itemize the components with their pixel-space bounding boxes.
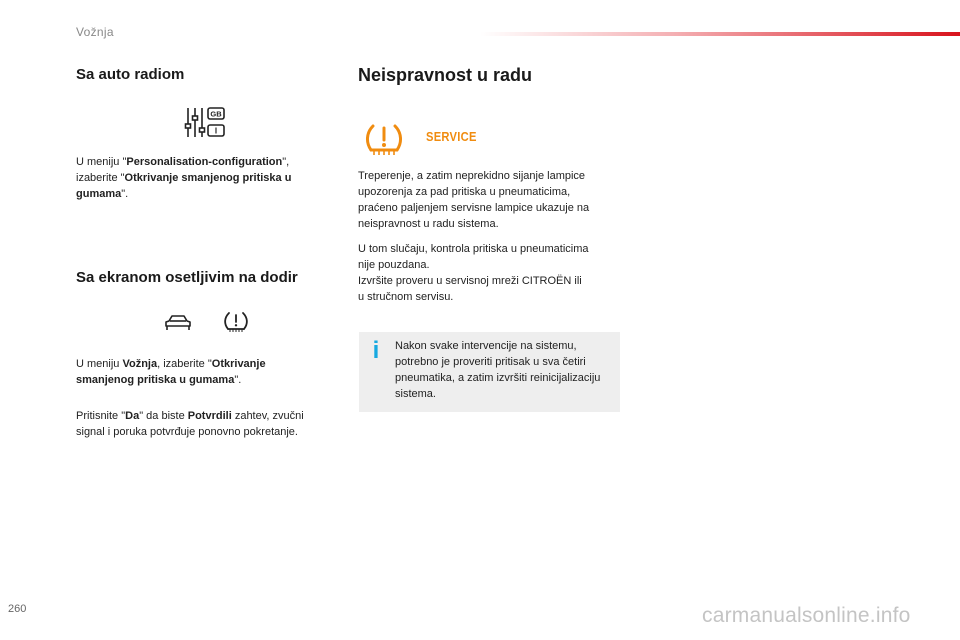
info-note-text: Nakon svake intervencije na sistemu, potrebno je proveriti pritisak u sva četiri pneumatika, a zatim izvršiti reinicijalizaciju sistema. — [395, 340, 601, 400]
body-text: praćeno paljenjem servisne lampice ukazuje na — [358, 202, 590, 214]
car-icon — [163, 313, 193, 333]
page-number: 260 — [8, 603, 27, 615]
body-text: zahtev, zvučni — [231, 410, 304, 422]
emphasis-text: Vožnja — [122, 358, 158, 370]
emphasis-text: Da — [125, 410, 140, 422]
watermark: carmanualsonline.info — [702, 604, 911, 627]
body-text: izaberite " — [76, 172, 125, 184]
body-text: upozorenja za pad pritiska u pneumaticima, — [358, 186, 571, 198]
settings-sliders-icon — [184, 104, 228, 140]
touch-instructions — [76, 356, 338, 388]
section-title-touchscreen: Sa ekranom osetljivim na dodir — [76, 269, 298, 286]
emphasis-text: Potvrdili — [187, 410, 232, 422]
body-text: , izaberite " — [157, 358, 212, 370]
body-text: Izvršite proveru u servisnoj mreži CITROËN ili — [358, 275, 582, 287]
body-text: ". — [121, 188, 129, 200]
body-text: Pritisnite " — [76, 410, 126, 422]
radio-icon-label-bottom: I — [214, 126, 218, 136]
body-text: U meniju — [76, 358, 123, 370]
body-text: Treperenje, a zatim neprekidno sijanje lampice — [358, 170, 586, 182]
malfunction-description — [358, 168, 626, 232]
malfunction-advice — [358, 241, 626, 305]
body-text: U meniju " — [76, 156, 127, 168]
emphasis-text: smanjenog pritiska u gumama — [76, 374, 235, 386]
section-title-malfunction: Neispravnost u radu — [358, 65, 533, 85]
service-warning-label: SERVICE — [426, 129, 477, 144]
emphasis-text: Otkrivanje smanjenog pritiska u — [124, 172, 292, 184]
body-text: neispravnost u radu sistema. — [358, 218, 499, 230]
emphasis-text: Personalisation-configuration — [126, 156, 283, 168]
touch-confirm-instructions — [76, 408, 346, 440]
body-text: signal i poruka potvrđuje ponovno pokretanje. — [76, 426, 298, 438]
tire-pressure-warning-icon — [364, 120, 404, 160]
emphasis-text: Otkrivanje — [211, 358, 266, 370]
emphasis-text: gumama — [76, 188, 122, 200]
chapter-title: Vožnja — [76, 25, 114, 39]
tire-pressure-icon — [223, 309, 249, 335]
header-accent-bar — [480, 32, 960, 36]
info-icon: i — [372, 337, 380, 364]
body-text: nije pouzdana. — [358, 259, 430, 271]
info-note — [359, 332, 620, 412]
radio-instructions — [76, 154, 338, 202]
body-text: " da biste — [139, 410, 188, 422]
body-text: u stručnom servisu. — [358, 291, 454, 303]
radio-icon-label-top: GB — [210, 109, 222, 119]
body-text: ". — [234, 374, 242, 386]
body-text: U tom slučaju, kontrola pritiska u pneumaticima — [358, 243, 589, 255]
body-text: ", — [282, 156, 290, 168]
section-title-radio: Sa auto radiom — [76, 66, 185, 83]
